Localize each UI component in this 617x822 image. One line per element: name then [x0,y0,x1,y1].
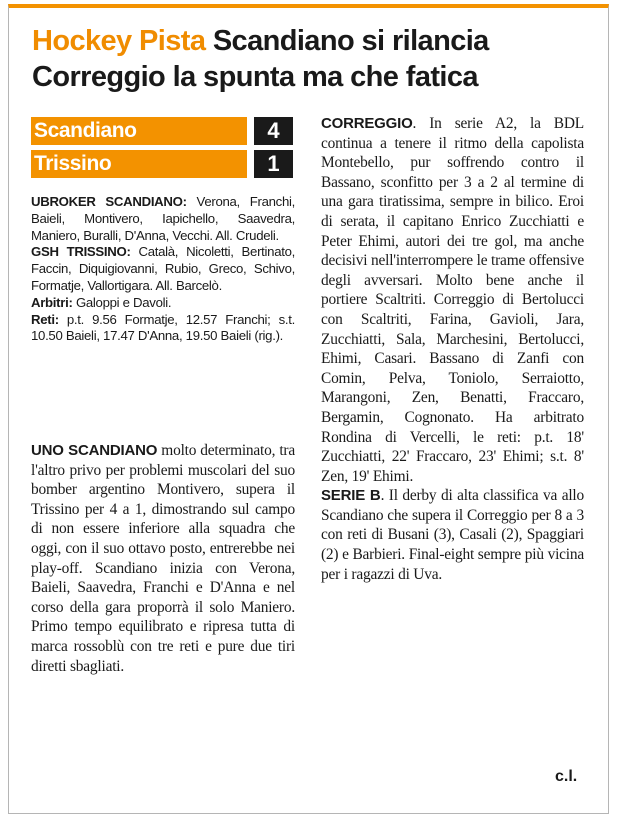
score-value: 1 [254,150,293,178]
lineup-trissino-head: GSH TRISSINO: [31,244,131,260]
article-right-lead-1: CORREGGIO [321,115,413,132]
article-right-lead-2: SERIE B [321,487,381,505]
score-row-home [31,117,294,145]
goals [31,312,295,346]
lineups-box [31,194,295,345]
headline-subtitle: Correggio la spunta ma che fatica [32,61,478,93]
article-right-text-1: . In serie A2, la BDL continua a tenere il ritmo della capolista Montebello, pur soffrendo contro il Bassano, sconfitto per 3 a 2 al termine di una gara tiratissima, sempre in bilico. Eroi di serata, il capitano Enrico Zucchiatti e Peter Ehimi, autori dei tre gol, ma anche decisivi nell'interrompere le trame offensive degli avversari. Molto bene anche il portiere Scaltriti. Correggio di Bertolucci con Scaltriti, Farina, Gavioli, Jara, Zucchiatti, Sala, Marchesini, Bertolucci, Ehimi, Casari. Bassano di Zanfi con Comin, Pelva, Toniolo, Serraiotto, Marangoni, Zen, Benatti, Fraccaro, Bergamin, Cognonato. Ha arbitrato Rondina di Vercelli, le reti: p.t. 18' Zucchiatti, 22' Fraccaro, 23' Ehimi; s.t. 8' Zen, 19' Ehimi. [321,115,584,485]
goals-head: Reti: [31,311,59,327]
headline [32,24,592,94]
article-right-paragraph-1 [321,114,584,486]
article-left-column [31,441,295,676]
author-signature: c.l. [555,768,578,785]
headline-line-1 [32,24,592,58]
article-left-paragraph [31,441,295,676]
article-right-column [321,114,584,584]
referees-head: Arbitri: [31,294,73,310]
headline-kicker: Hockey Pista [32,25,206,57]
lineup-scandiano-head: UBROKER SCANDIANO: [31,194,187,209]
referees-text: Galoppi e Davoli. [75,294,172,310]
article-right-paragraph-2 [321,486,584,584]
article-right-text-2: . Il derby di alta classifica va allo Scandiano che supera il Correggio per 8 a 3 con reti di Busani (3), Casali (2), Spaggiari (2) e Barbieri. Final-eight sempre più vicina per i ragazzi di Uva. [321,487,584,583]
score-team-name: Scandiano [31,117,247,145]
article-left-lead: UNO SCANDIANO [31,442,158,459]
goals-text: p.t. 9.56 Formatje, 12.57 Franchi; s.t. 10.50 Baieli, 17.47 D'Anna, 19.50 Baieli (rig.). [31,311,295,344]
referees [31,295,295,312]
score-team-name: Trissino [31,150,247,178]
headline-title: Scandiano si rilancia [212,25,489,57]
lineup-trissino [31,244,295,294]
lineup-scandiano-text: Verona, Franchi, Baieli, Montivero, Iapichello, Saavedra, Maniero, Buralli, D'Anna, Vecchi. All. Crudeli. [31,194,295,243]
article-left-text: molto determinato, tra l'altro privo per problemi muscolari del suo bomber argentino Montivero, supera il Trissino per 4 a 1, dimostrando sul campo di non essere inferiore alla squadra che oggi, con il suo ottavo posto, entrerebbe nei play-off. Scandiano inizia con Verona, Baieli, Saavedra, Franchi e D'Anna e nel corso della gara proporrà il solo Maniero. Primo tempo equilibrato e ripresa tutta di marca rossoblù con tre reti e pure due tiri diretti sbagliati. [31,442,295,675]
lineup-trissino-text: Català, Nicoletti, Bertinato, Faccin, Diquigiovanni, Rubio, Greco, Schivo, Formatje, Vallortigara. All. Barcelò. [31,244,295,293]
score-value: 4 [254,117,293,145]
lineup-scandiano [31,194,295,244]
score-row-away [31,150,294,178]
